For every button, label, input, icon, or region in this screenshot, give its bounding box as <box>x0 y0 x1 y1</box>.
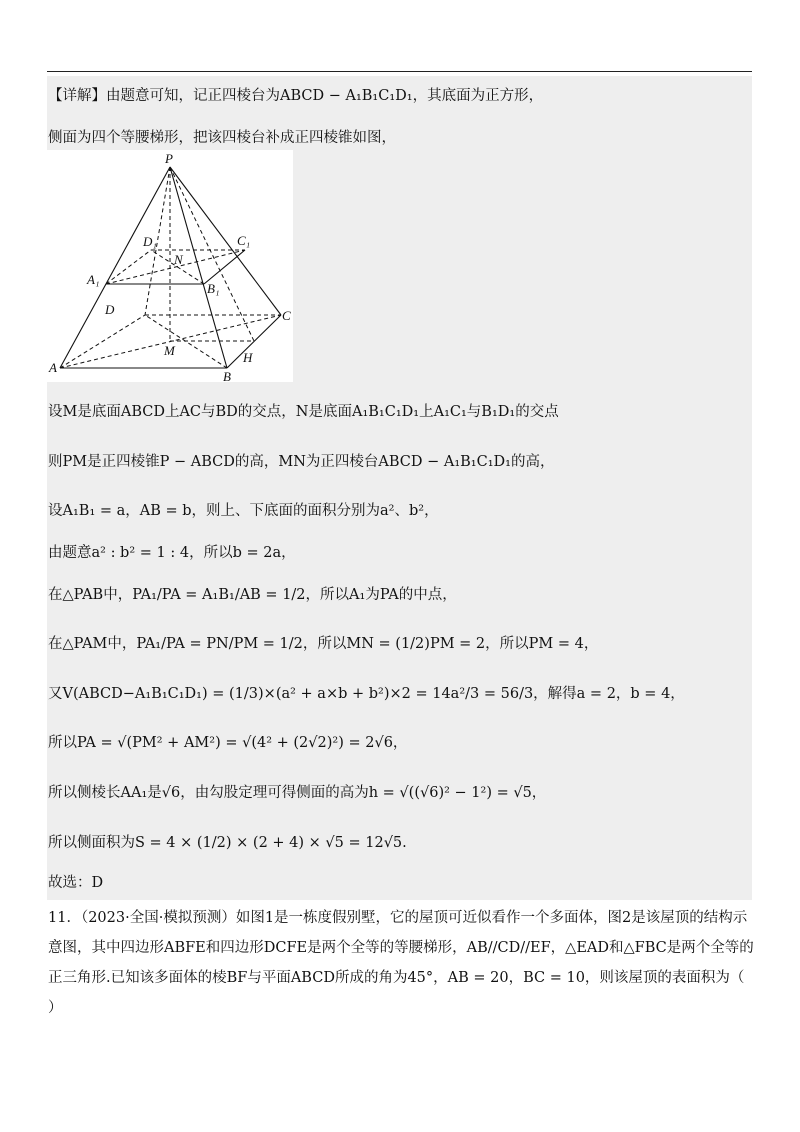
header-rule <box>47 71 752 72</box>
label-H: H <box>243 350 253 365</box>
label-C1: C₁ <box>237 233 251 248</box>
solution-line-12: 所以侧面积为S = 4 × (1/2) × (2 + 4) × √5 = 12√5. <box>48 835 407 851</box>
label-C: C <box>282 308 291 323</box>
label-B1: B₁ <box>207 281 220 296</box>
solution-line-8: 在△PAM中，PA₁/PA = PN/PM = 1/2，所以MN = (1/2)PM = 2，所以PM = 4， <box>48 636 599 652</box>
label-D: D <box>105 302 115 317</box>
pyramid-figure <box>47 150 293 382</box>
label-A: A <box>49 360 57 375</box>
solution-line-1: 【详解】由题意可知，记正四棱台为ABCD − A₁B₁C₁D₁，其底面为正方形， <box>48 88 544 104</box>
solution-line-10: 所以PA = √(PM² + AM²) = √(4² + (2√2)²) = 2√6， <box>48 735 408 751</box>
solution-line-9: 又V(ABCD−A₁B₁C₁D₁) = (1/3)×(a² + a×b + b²)×2 = 14a²/3 = 56/3，解得a = 2，b = 4， <box>48 686 685 702</box>
edge-AD <box>60 315 145 368</box>
solution-line-6: 由题意a² : b² = 1 : 4，所以b = 2a， <box>48 545 296 561</box>
solution-line-5: 设A₁B₁ = a，AB = b，则上、下底面的面积分别为a²、b²， <box>48 503 439 519</box>
solution-line-4: 则PM是正四棱锥P − ABCD的高，MN为正四棱台ABCD − A₁B₁C₁D₁的高， <box>48 454 555 470</box>
solution-line-11: 所以侧棱长AA₁是√6，由勾股定理可得侧面的高为h = √((√6)² − 1²) = √5， <box>48 785 547 801</box>
solution-line-2: 侧面为四个等腰梯形，把该四棱台补成正四棱锥如图， <box>48 130 396 146</box>
pyramid-diagram <box>47 150 293 382</box>
label-B: B <box>223 369 231 382</box>
label-N: N <box>174 252 183 267</box>
label-A1: A₁ <box>87 272 100 287</box>
answer-line: 故选：D <box>48 875 104 891</box>
label-P: P <box>165 151 173 166</box>
label-M: M <box>164 343 175 358</box>
question-11: 11．（2023·全国·模拟预测）如图1是一栋度假别墅，它的屋顶可近似看作一个多面体，图2是该屋顶的结构示意图，其中四边形ABFE和四边形DCFE是两个全等的等腰梯形，AB//CD//EF，△EAD和△FBC是两个全等的正三角形.已知该多面体的棱BF与平面ABCD所成的角为45°，AB = 20，BC = 10，则该屋顶的表面积为（ ） <box>48 910 754 1016</box>
label-D1: D₁ <box>143 234 157 249</box>
solution-line-3: 设M是底面ABCD上AC与BD的交点，N是底面A₁B₁C₁D₁上A₁C₁与B₁D₁的交点 <box>48 404 559 420</box>
solution-line-7: 在△PAB中，PA₁/PA = A₁B₁/AB = 1/2，所以A₁为PA的中点， <box>48 587 457 603</box>
edge-PC <box>170 167 281 315</box>
